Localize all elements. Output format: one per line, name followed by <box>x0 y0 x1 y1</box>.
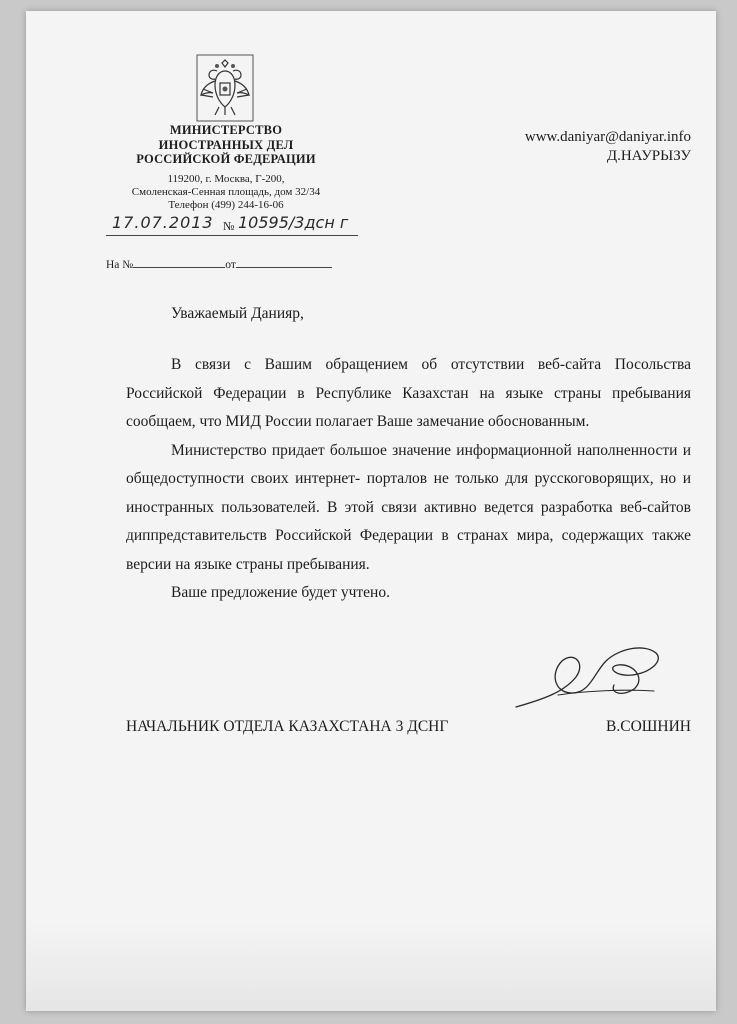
signatory-name: В.СОШНИН <box>606 718 691 735</box>
recipient-email: www.daniyar@daniyar.info <box>524 129 691 145</box>
body-paragraph-2: Министерство придает большое значение информационной наполненности и общедоступности своих интернет- порталов не только для русскоговорящих, но и иностранных пользователей. В этой связи активно ведется разработка веб-сайтов диппредставительств Российской Федерации в странах мира, содержащих также версии на языке страны пребывания. <box>126 441 691 573</box>
ministry-line-1: МИНИСТЕРСТВО <box>169 123 283 137</box>
registration-number: 10595/3дсн г <box>238 213 349 232</box>
reference-from-label: от <box>225 259 236 271</box>
signatory-position: НАЧАЛЬНИК ОТДЕЛА КАЗАХСТАНА 3 ДСНГ <box>126 718 449 735</box>
ministry-line-2: ИНОСТРАННЫХ ДЕЛ <box>158 137 294 152</box>
registration-line <box>106 213 366 239</box>
greeting: Уважаемый Данияр, <box>171 305 304 322</box>
ministry-address <box>116 173 336 212</box>
reference-line <box>106 257 332 271</box>
letter-body <box>126 351 691 608</box>
registration-underline <box>106 235 358 236</box>
letter-page <box>26 11 716 1011</box>
address-line-3: Телефон (499) 244-16-06 <box>168 199 284 211</box>
address-line-2: Смоленская-Сенная площадь, дом 32/34 <box>131 186 321 198</box>
handwritten-signature <box>514 637 664 717</box>
recipient-block <box>525 128 691 166</box>
scan-shadow <box>26 921 716 1011</box>
body-paragraph-1: В связи с Вашим обращением об отсутствии веб-сайта Посольства Российской Федерации в Республике Казахстан на языке страны пребывания сообщаем, что МИД России полагает Ваше замечание обоснованным. <box>126 356 691 430</box>
reference-number-blank <box>133 257 225 268</box>
ministry-name <box>116 123 336 167</box>
ministry-line-3: РОССИЙСКОЙ ФЕДЕРАЦИИ <box>136 152 316 166</box>
reference-date-blank <box>236 257 332 268</box>
reference-label: На № <box>106 259 134 271</box>
recipient-name: Д.НАУРЫЗУ <box>606 148 691 164</box>
body-paragraph-3: Ваше предложение будет учтено. <box>171 584 390 601</box>
registration-number-label: № <box>223 219 235 233</box>
russian-double-headed-eagle-icon <box>195 53 255 123</box>
registration-date: 17.07.2013 <box>112 213 214 232</box>
address-line-1: 119200, г. Москва, Г-200, <box>167 173 285 185</box>
